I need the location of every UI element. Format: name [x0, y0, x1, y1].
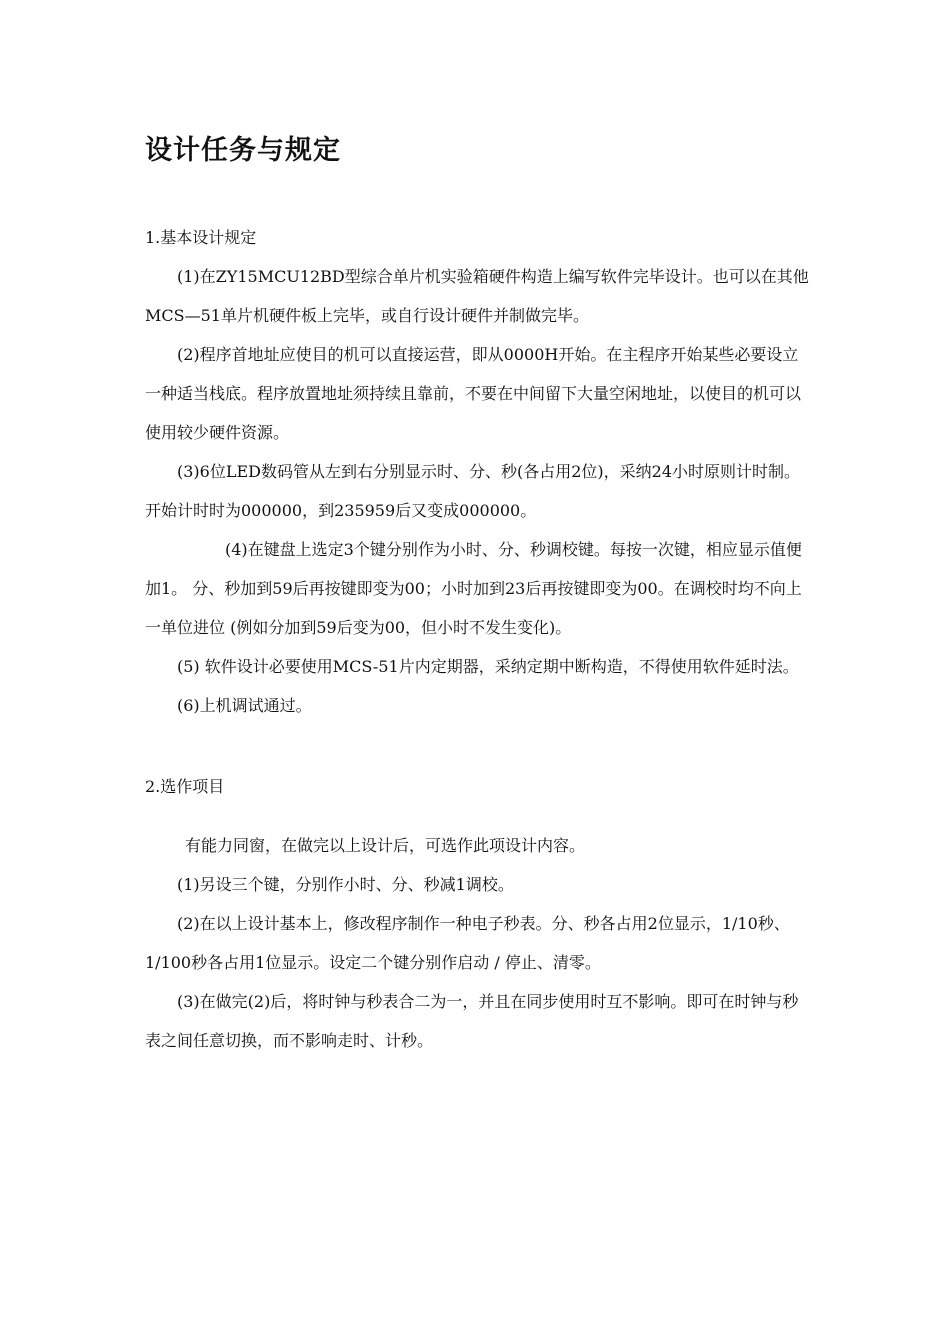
paragraph-requirement-3: (3)6位LED数码管从左到右分别显示时、分、秒(各占用2位)，采纳24小时原则计时制。开始计时时为000000，到235959后又变成000000。 [145, 462, 801, 520]
paragraph-requirement-5: (5) 软件设计必要使用MCS-51片内定期器，采纳定期中断构造，不得使用软件延时法。 [177, 657, 799, 676]
paragraph-requirement-2: (2)程序首地址应使目的机可以直接运营，即从0000H开始。在主程序开始某些必要设立一种适当栈底。程序放置地址须持续且靠前，不要在中间留下大量空闲地址，以使目的机可以使用较少硬件资源。 [145, 345, 802, 442]
paragraph-requirement-1: (1)在ZY15MCU12BD型综合单片机实验箱硬件构造上编写软件完毕设计。也可以在其他MCS—51单片机硬件板上完毕，或自行设计硬件并制做完毕。 [145, 267, 809, 325]
paragraph-optional-intro: 有能力同窗，在做完以上设计后，可选作此项设计内容。 [185, 836, 586, 855]
page-title: 设计任务与规定 [145, 135, 341, 166]
document-body [145, 218, 810, 1060]
section-heading-optional-items: 2.选作项目 [145, 777, 225, 796]
paragraph-requirement-6: (6)上机调试通过。 [177, 696, 312, 715]
paragraph-optional-3: (3)在做完(2)后，将时钟与秒表合二为一，并且在同步使用时互不影响。即可在时钟与秒表之间任意切换，而不影响走时、计秒。 [145, 992, 799, 1050]
section-heading-basic-requirements: 1.基本设计规定 [145, 228, 257, 247]
paragraph-optional-1: (1)另设三个键，分别作小时、分、秒减1调校。 [177, 875, 514, 894]
paragraph-requirement-4: (4)在键盘上选定3个键分别作为小时、分、秒调校键。每按一次键，相应显示值便加1。 分、秒加到59后再按键即变为00；小时加到23后再按键即变为00。在调校时均不向上一单位进位 (例如分加到59后变为00，但小时不发生变化)。 [145, 540, 802, 637]
section-spacer-small [145, 806, 810, 826]
paragraph-optional-2: (2)在以上设计基本上，修改程序制作一种电子秒表。分、秒各占用2位显示，1/10秒、1/100秒各占用1位显示。设定二个键分别作启动 / 停止、清零。 [145, 914, 790, 972]
section-spacer [145, 725, 810, 767]
